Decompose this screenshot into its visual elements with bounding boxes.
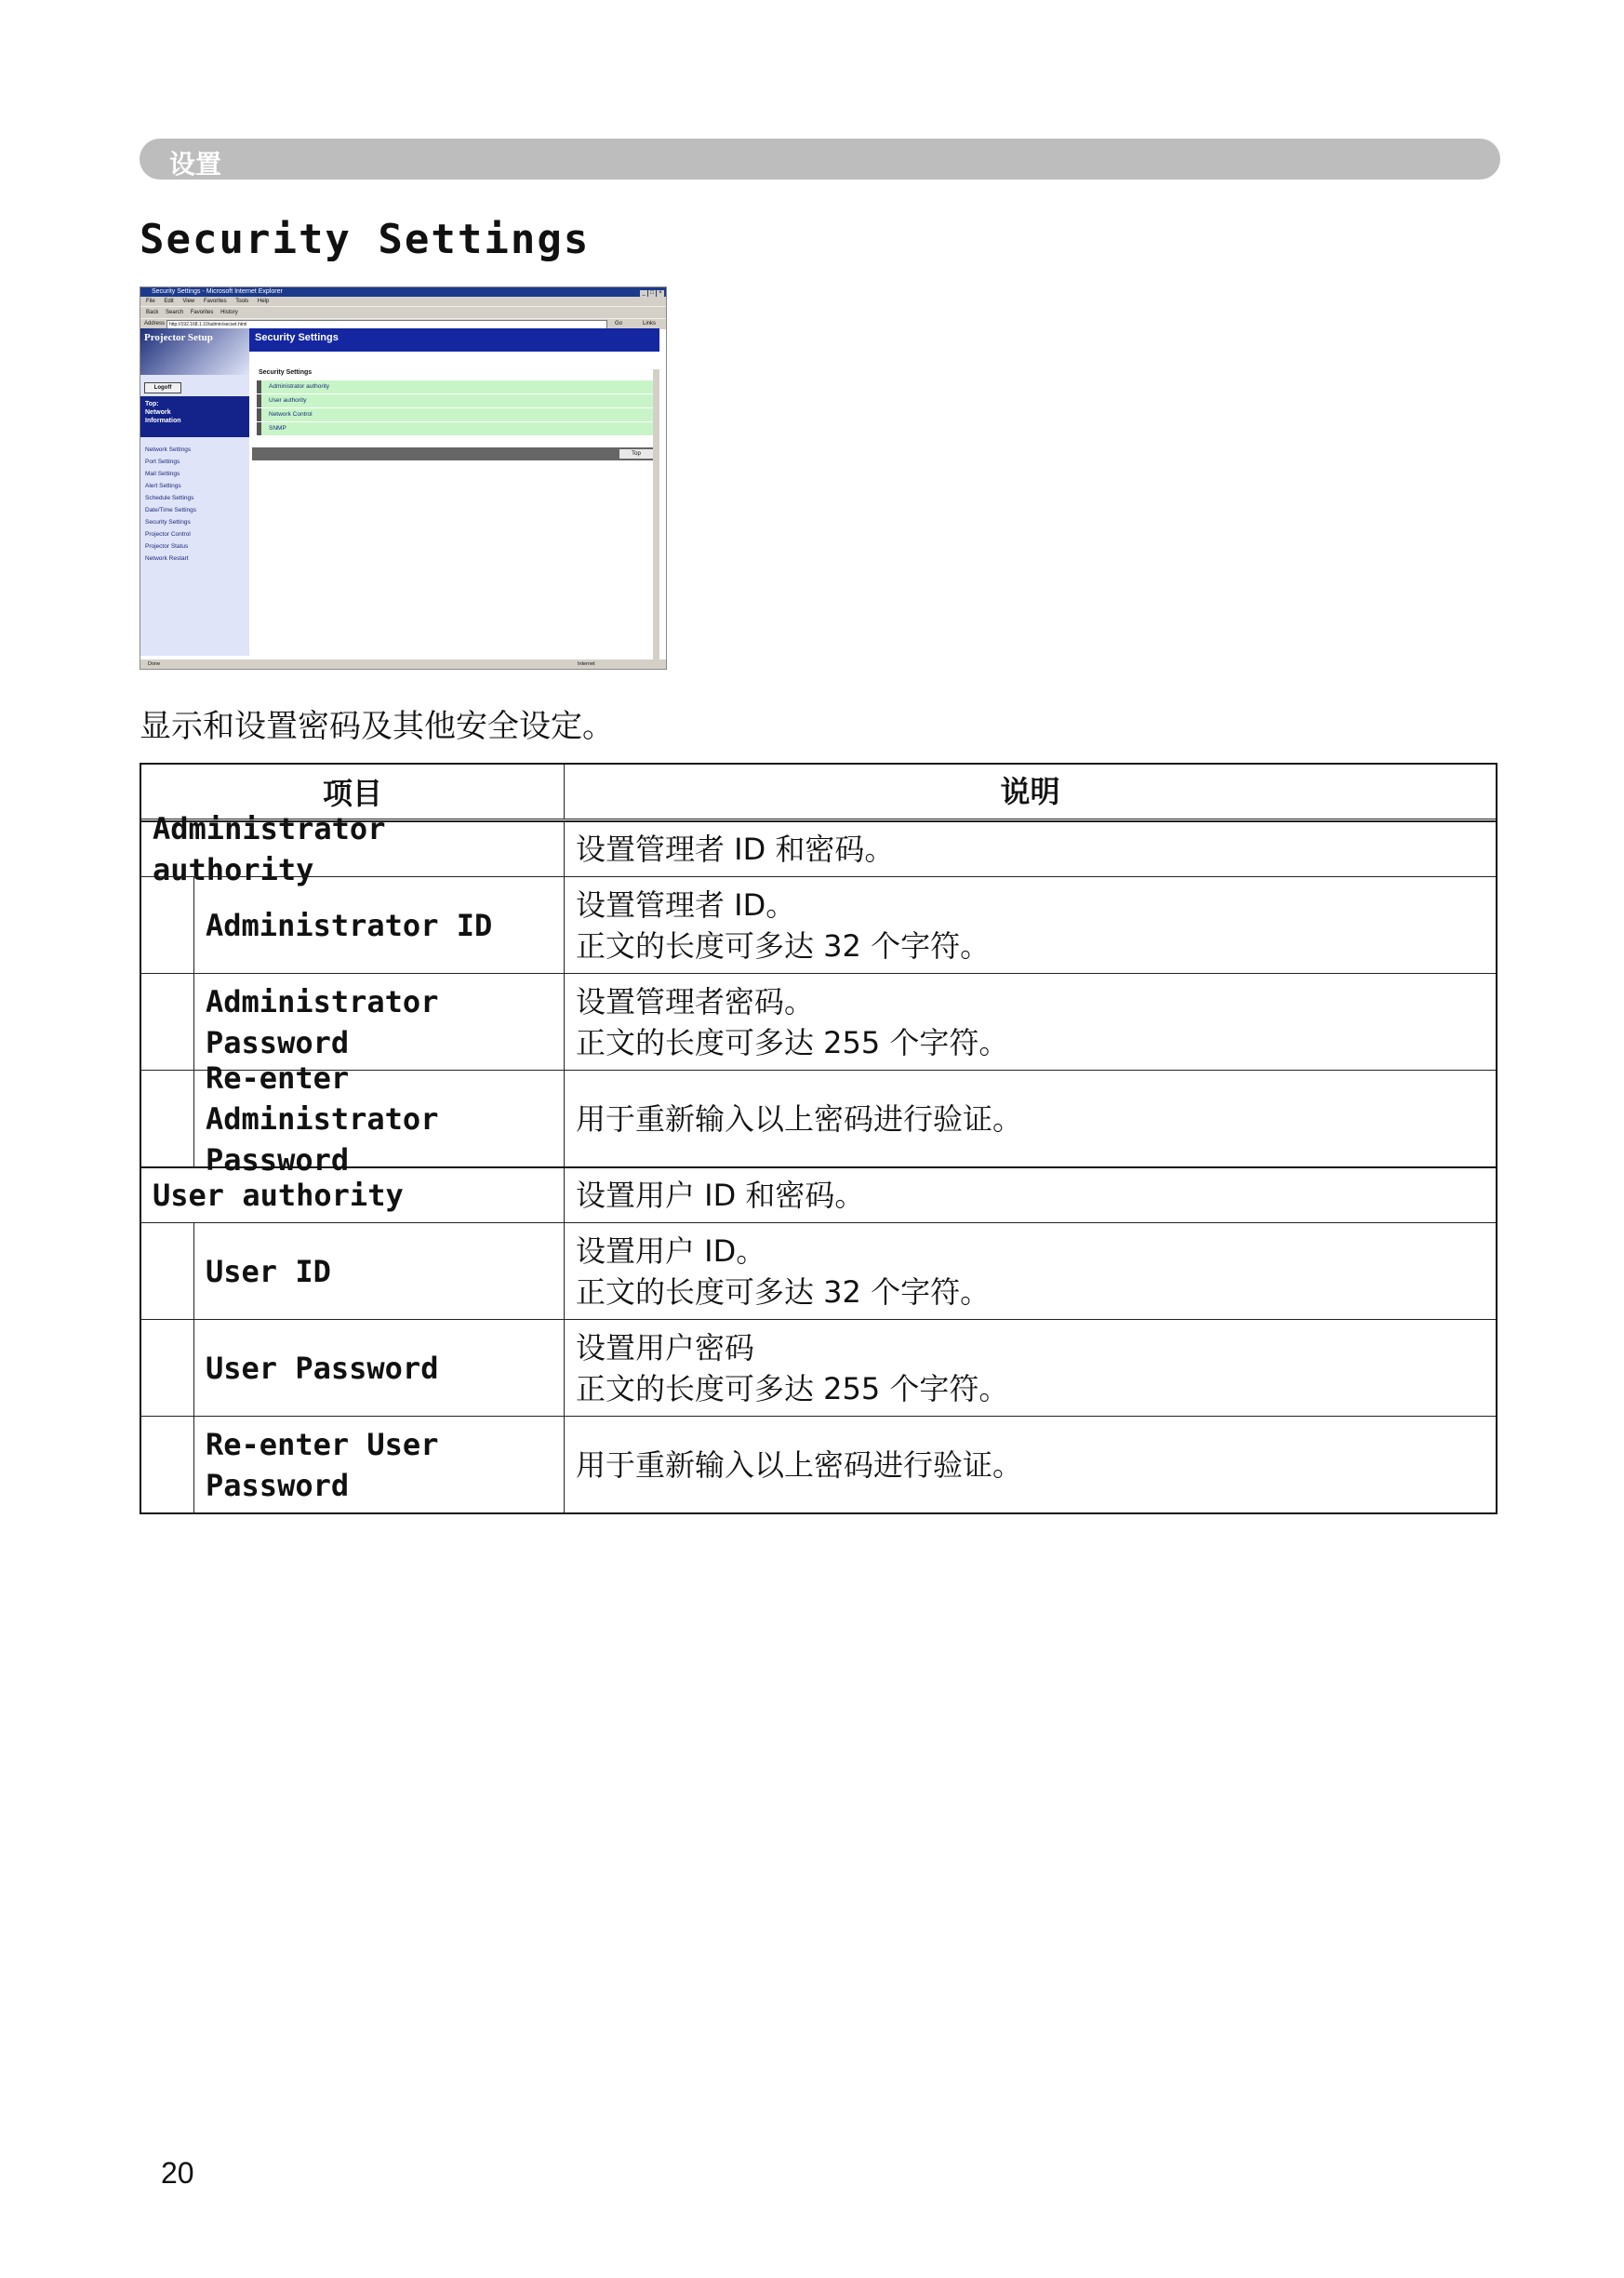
row-name-admin-authority: Administrator authority [153, 811, 386, 887]
table-row [141, 1059, 1496, 1178]
links-label: Links [643, 321, 657, 326]
screenshot-figure [140, 286, 667, 670]
go-button: Go [615, 321, 623, 326]
header-item: 项目 [141, 765, 565, 819]
row-name-user-id: User ID [206, 1253, 331, 1289]
browser-toolbar [140, 306, 666, 318]
table-row [141, 1416, 1496, 1512]
menu-tools: Tools [235, 299, 249, 304]
row-desc-user-id-1: 设置用户 ID。 [576, 1232, 766, 1269]
sidebar-item-projector-control: Projector Control [145, 531, 191, 538]
row-name-admin-reenter-1: Re-enter Administrator [206, 1059, 439, 1137]
logoff-button: Logoff [144, 382, 181, 393]
brand-banner [140, 328, 249, 375]
row-name-admin-reenter-2: Password [206, 1141, 350, 1178]
sidebar-item-datetime-settings: Date/Time Settings [145, 507, 197, 513]
brand-text: Projector Setup [144, 332, 213, 343]
table-row [141, 1166, 1496, 1222]
row-desc-admin-reenter: 用于重新输入以上密码进行验证。 [576, 1100, 1023, 1137]
sidebar-item-network-restart: Network Restart [145, 555, 189, 562]
sidebar-item-schedule-settings: Schedule Settings [145, 495, 194, 501]
header-description: 说明 [1000, 774, 1060, 809]
maximize-icon: □ [648, 290, 656, 297]
table-row [141, 811, 1496, 887]
row-name-user-reenter-2: Password [206, 1467, 350, 1503]
row-name-user-password: User Password [206, 1350, 439, 1386]
shot-sidebar [140, 328, 249, 656]
page-number: 20 [161, 2156, 194, 2190]
menu-help: Help [257, 299, 270, 304]
table-row [141, 876, 1496, 973]
row-name-user-authority: User authority [153, 1178, 404, 1213]
topnav-line-2: Network [145, 409, 171, 416]
shot-section-title: Security Settings [259, 369, 313, 376]
description-text: 显示和设置密码及其他安全设定。 [140, 708, 614, 745]
row-desc-user-authority: 设置用户 ID 和密码。 [576, 1178, 865, 1213]
topnav-line-1: Top: [145, 401, 159, 407]
shot-top-button: Top [619, 449, 653, 459]
settings-table [140, 763, 1498, 1514]
row-desc-user-id-2: 正文的长度可多达 32 个字符。 [576, 1273, 991, 1310]
toolbar-history: History [220, 310, 238, 315]
row-name-admin-password-2: Password [206, 1024, 350, 1060]
close-icon: × [657, 290, 664, 297]
menu-file: File [146, 299, 155, 304]
row-desc-admin-authority: 设置管理者 ID 和密码。 [576, 832, 895, 867]
row-desc-admin-id-1: 设置管理者 ID。 [576, 886, 796, 923]
shot-scrollbar [653, 369, 659, 670]
table-row [141, 973, 1496, 1070]
sidebar-item-port-settings: Port Settings [145, 459, 180, 465]
shot-top-bar [252, 447, 657, 460]
section-header-bar [140, 139, 1500, 180]
table-row [141, 1319, 1496, 1416]
window-title: Security Settings - Microsoft Internet Explorer [152, 288, 283, 295]
menu-edit: Edit [164, 299, 174, 304]
shot-status-bar [140, 659, 666, 669]
topnav-line-3: Information [145, 418, 181, 424]
menu-bar [140, 297, 666, 306]
sidebar-item-alert-settings: Alert Settings [145, 483, 181, 489]
row-desc-user-password-2: 正文的长度可多达 255 个字符。 [576, 1370, 1009, 1406]
table-row [141, 1222, 1496, 1319]
row-name-admin-id: Administrator ID [206, 907, 493, 943]
status-done: Done [148, 661, 161, 667]
address-field: http://192.168.1.10/admin/secset.html [166, 320, 607, 329]
toolbar-back: Back [146, 310, 159, 315]
sidebar-item-projector-status: Projector Status [145, 543, 189, 550]
row-desc-user-reenter: 用于重新输入以上密码进行验证。 [576, 1446, 1023, 1483]
row-desc-user-password-1: 设置用户密码 [576, 1329, 755, 1365]
shot-banner: Security Settings [249, 328, 659, 352]
shot-item-network-control: Network Control [257, 408, 657, 421]
toolbar-search: Search [166, 310, 184, 315]
minimize-icon: _ [640, 290, 647, 297]
row-name-admin-password-1: Administrator [206, 983, 439, 1019]
section-label: 设置 [169, 149, 222, 180]
shot-item-snmp: SNMP [257, 422, 657, 435]
page-title: Security Settings [140, 216, 591, 263]
shot-item-admin-authority: Administrator authority [257, 380, 657, 393]
toolbar-favorites: Favorites [190, 310, 214, 315]
shot-item-user-authority: User authority [257, 394, 657, 407]
sidebar-item-network-settings: Network Settings [145, 446, 192, 453]
top-nav [140, 396, 249, 437]
row-desc-admin-password-1: 设置管理者密码。 [576, 983, 815, 1019]
shot-sidebar-list [145, 444, 196, 565]
browser-content [140, 328, 659, 656]
status-internet: Internet [578, 661, 595, 667]
menu-favorites: Favorites [203, 299, 227, 304]
sidebar-item-mail-settings: Mail Settings [145, 471, 180, 477]
shot-section-items [257, 380, 657, 436]
address-label: Address [144, 321, 166, 326]
row-desc-admin-password-2: 正文的长度可多达 255 个字符。 [576, 1024, 1009, 1060]
menu-view: View [182, 299, 195, 304]
row-desc-admin-id-2: 正文的长度可多达 32 个字符。 [576, 927, 991, 964]
shot-main [249, 328, 659, 656]
row-name-user-reenter-1: Re-enter User [206, 1426, 439, 1462]
sidebar-item-security-settings: Security Settings [145, 519, 191, 526]
window-titlebar [140, 287, 666, 297]
